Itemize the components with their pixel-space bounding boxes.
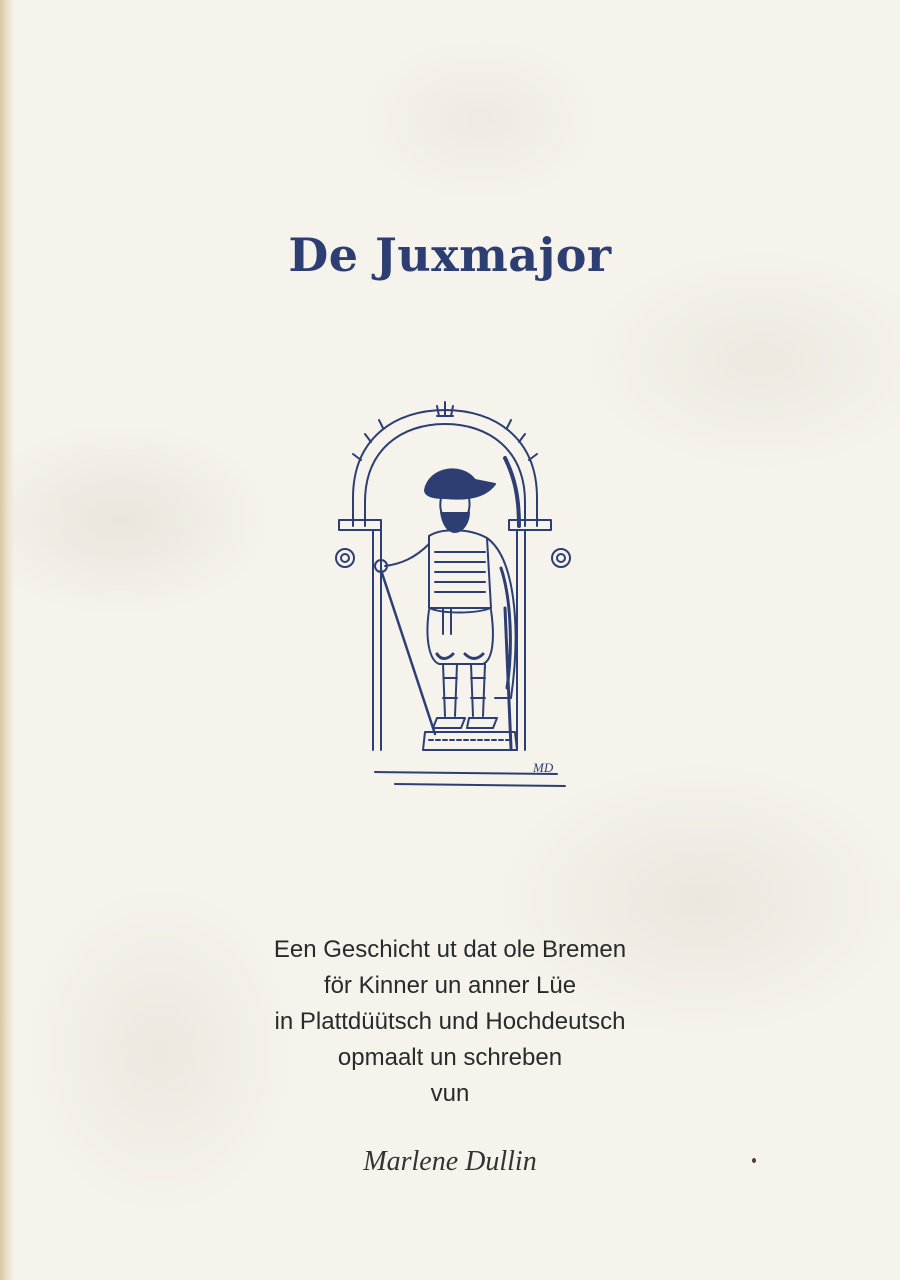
juxmajor-illustration (325, 398, 590, 793)
book-title: De Juxmajor (288, 228, 612, 282)
illustration-signature: MD (533, 760, 554, 775)
subtitle-line: in Plattdüütsch und Hochdeutsch (274, 1008, 626, 1035)
author-name: Marlene Dullin (363, 1146, 537, 1177)
subtitle-line: opmaalt un schreben (337, 1044, 563, 1071)
subtitle-block (0, 932, 900, 1112)
subtitle-line: Een Geschicht ut dat ole Bremen (273, 936, 627, 963)
paper-speck (752, 1158, 756, 1163)
subtitle-line: vun (430, 1080, 470, 1107)
subtitle-line: för Kinner un anner Lüe (323, 972, 577, 999)
